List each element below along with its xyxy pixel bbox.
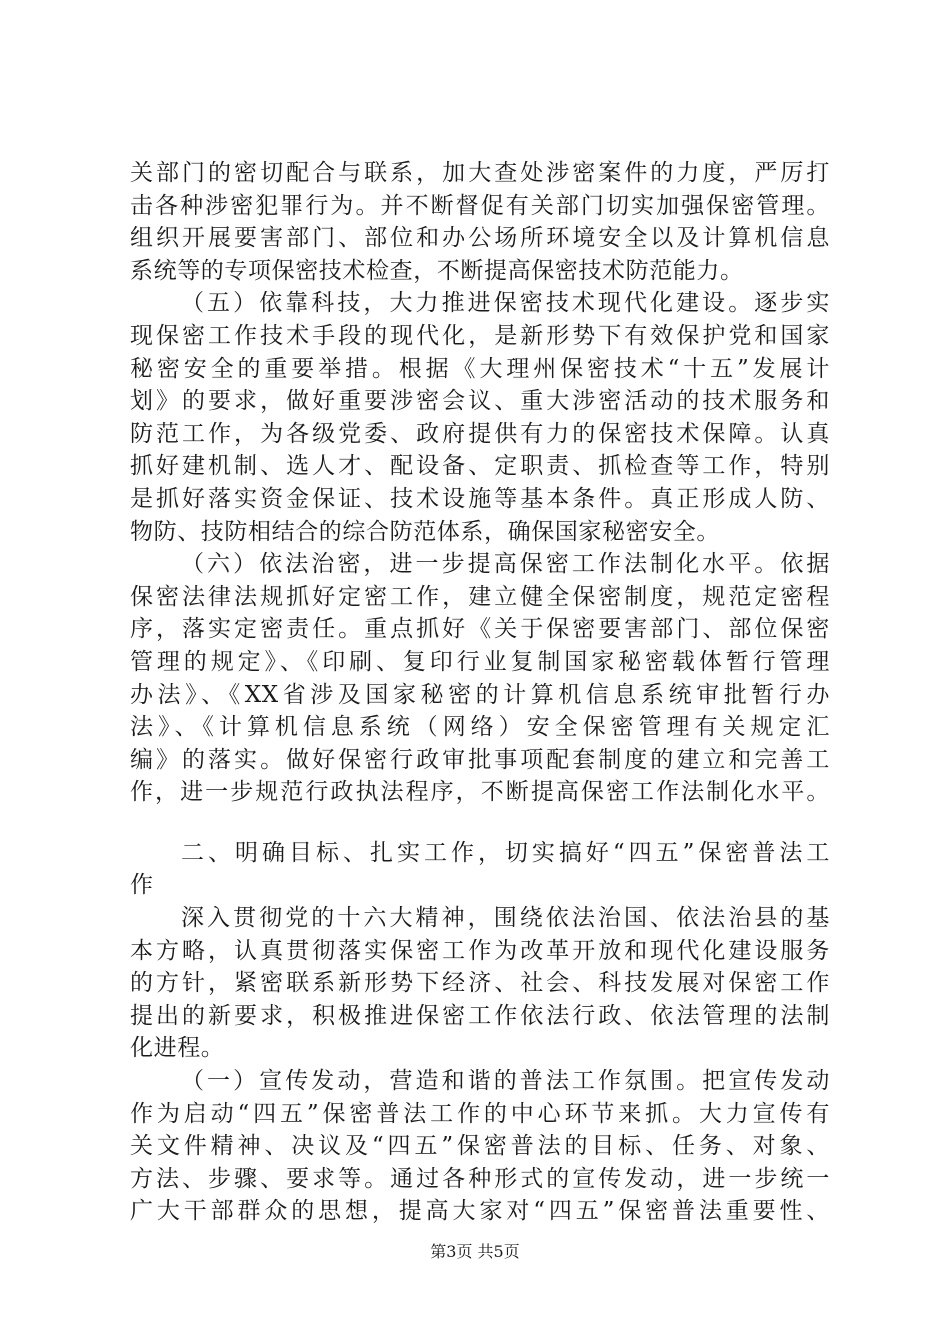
text-line: 划》的要求，做好重要涉密会议、重大涉密活动的技术服务和 bbox=[130, 388, 830, 415]
paragraph-gap bbox=[130, 809, 830, 837]
text-line: 保密法律法规抓好定密工作，建立健全保密制度，规范定密程 bbox=[130, 583, 830, 610]
text-line: 作为启动“四五”保密普法工作的中心环节来抓。大力宣传有 bbox=[130, 1100, 830, 1127]
text-line: 是抓好落实资金保证、技术设施等基本条件。真正形成人防、 bbox=[130, 485, 830, 512]
text-line: 管理的规定》、《印刷、复印行业复制国家秘密载体暂行管理 bbox=[130, 648, 830, 675]
text-line: 编》的落实。做好保密行政审批事项配套制度的建立和完善工 bbox=[130, 746, 830, 773]
document-body bbox=[130, 157, 830, 1228]
page-number: 第3页 共5页 bbox=[430, 1242, 520, 1261]
text-line: 作，进一步规范行政执法程序，不断提高保密工作法制化水平。 bbox=[130, 779, 830, 806]
text-line: 广大干部群众的思想，提高大家对“四五”保密普法重要性、 bbox=[130, 1198, 830, 1225]
text-line: 组织开展要害部门、部位和办公场所环境安全以及计算机信息 bbox=[130, 225, 830, 252]
text-line: 击各种涉密犯罪行为。并不断督促有关部门切实加强保密管理。 bbox=[130, 192, 830, 219]
text-line: 法》、《计算机信息系统（网络）安全保密管理有关规定汇 bbox=[130, 714, 830, 741]
text-line: 物防、技防相结合的综合防范体系，确保国家秘密安全。 bbox=[130, 518, 720, 545]
text-line: 秘密安全的重要举措。根据《大理州保密技术“十五”发展计 bbox=[130, 355, 830, 382]
text-line: 系统等的专项保密技术检查，不断提高保密技术防范能力。 bbox=[130, 257, 744, 284]
text-line: 关文件精神、决议及“四五”保密普法的目标、任务、对象、 bbox=[130, 1133, 830, 1160]
text-line: 方法、步骤、要求等。通过各种形式的宣传发动，进一步统一 bbox=[130, 1165, 830, 1192]
text-line: 防范工作，为各级党委、政府提供有力的保密技术保障。认真 bbox=[130, 420, 830, 447]
text-line: 本方略，认真贯彻落实保密工作为改革开放和现代化建设服务 bbox=[130, 937, 830, 964]
chapter-heading-2: 二、明确目标、扎实工作，切实搞好“四五”保密普法工 bbox=[181, 839, 830, 866]
text-line: 现保密工作技术手段的现代化，是新形势下有效保护党和国家 bbox=[130, 322, 830, 349]
text-line: 关部门的密切配合与联系，加大查处涉密案件的力度，严厉打 bbox=[130, 160, 830, 186]
text-line: 办法》、《XX省涉及国家秘密的计算机信息系统审批暂行办 bbox=[130, 681, 830, 708]
text-line: 抓好建机制、选人才、配设备、定职责、抓检查等工作，特别 bbox=[130, 453, 830, 480]
section-heading-6: （六）依法治密，进一步提高保密工作法制化水平。依据 bbox=[181, 551, 830, 578]
text-line: 提出的新要求，积极推进保密工作依法行政、依法管理的法制 bbox=[130, 1002, 830, 1029]
paragraph-start: 深入贯彻党的十六大精神，围绕依法治国、依法治县的基 bbox=[181, 905, 830, 932]
section-heading-5: （五）依靠科技，大力推进保密技术现代化建设。逐步实 bbox=[181, 290, 830, 317]
text-line: 的方针，紧密联系新形势下经济、社会、科技发展对保密工作 bbox=[130, 970, 830, 997]
section-heading-1: （一）宣传发动，营造和谐的普法工作氛围。把宣传发动 bbox=[181, 1068, 830, 1095]
chapter-heading-2-continued: 作 bbox=[130, 872, 154, 899]
text-line: 化进程。 bbox=[130, 1035, 225, 1062]
text-line: 序，落实定密责任。重点抓好《关于保密要害部门、部位保密 bbox=[130, 616, 830, 643]
